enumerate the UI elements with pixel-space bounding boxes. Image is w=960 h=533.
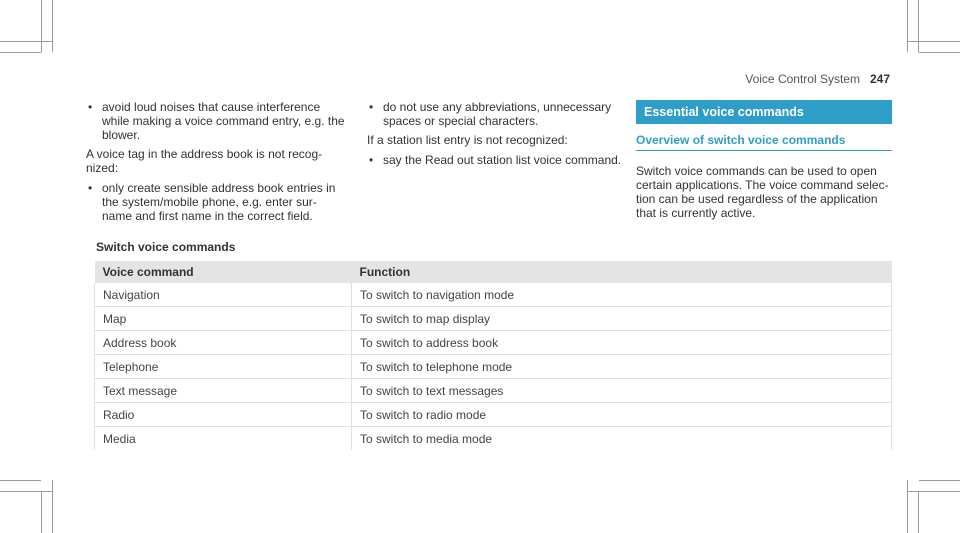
crop-mark: [0, 491, 52, 492]
page-number: 247: [869, 72, 890, 86]
function-cell: To switch to map display: [352, 307, 892, 331]
crop-mark: [41, 0, 42, 52]
crop-mark: [41, 491, 42, 533]
crop-mark: [919, 52, 960, 53]
function-cell: To switch to text messages: [352, 379, 892, 403]
crop-mark: [0, 480, 41, 481]
crop-mark: [908, 491, 960, 492]
function-cell: To switch to address book: [352, 331, 892, 355]
table-row: [95, 331, 892, 355]
subheading: Overview of switch voice commands: [636, 133, 892, 151]
crop-mark: [907, 480, 908, 533]
column-middle: [367, 100, 623, 172]
section-title-bar: Essential voice commands: [636, 100, 892, 124]
crop-mark: [919, 480, 960, 481]
table-row: [95, 355, 892, 379]
table-row: [95, 283, 892, 307]
function-cell: To switch to media mode: [352, 427, 892, 451]
crop-mark: [0, 52, 41, 53]
crop-mark: [918, 491, 919, 533]
bullet-item: • do not use any abbreviations, unnecessary spaces or special characters.: [367, 100, 623, 128]
crop-mark: [0, 41, 52, 42]
column-left: [86, 100, 348, 228]
command-cell: Address book: [95, 331, 352, 355]
running-header: [745, 72, 890, 86]
command-cell: Telephone: [95, 355, 352, 379]
command-cell: Media: [95, 427, 352, 451]
table-row: [95, 307, 892, 331]
voice-commands-table: [94, 261, 892, 450]
column-right: [636, 100, 892, 226]
function-cell: To switch to radio mode: [352, 403, 892, 427]
table-row: [95, 379, 892, 403]
crop-mark: [908, 41, 960, 42]
table-row: [95, 427, 892, 451]
table-row: [95, 403, 892, 427]
paragraph: If a station list entry is not recognized:: [367, 133, 568, 147]
bullet-item: • avoid loud noises that cause interference while making a voice command entry, e.g. the blower.: [86, 100, 348, 142]
column-header: Function: [352, 261, 892, 283]
bullet-item: • only create sensible address book entries in the system/mobile phone, e.g. enter sur- name and first name in the correct field.: [86, 181, 348, 223]
command-cell: Text message: [95, 379, 352, 403]
function-cell: To switch to telephone mode: [352, 355, 892, 379]
command-cell: Navigation: [95, 283, 352, 307]
crop-mark: [918, 0, 919, 52]
header-section-title: Voice Control System: [745, 72, 860, 86]
column-header: Voice command: [95, 261, 352, 283]
bullet-item: • say the Read out station list voice command.: [367, 153, 623, 167]
table-title: Switch voice commands: [96, 240, 236, 254]
crop-mark: [52, 480, 53, 533]
paragraph: Switch voice commands can be used to open certain applications. The voice command selec- tion can be used regardless of the application that is currently active.: [636, 164, 889, 220]
command-cell: Map: [95, 307, 352, 331]
table-header-row: [95, 261, 892, 283]
command-cell: Radio: [95, 403, 352, 427]
crop-mark: [907, 0, 908, 52]
paragraph: A voice tag in the address book is not recog- nized:: [86, 147, 323, 175]
function-cell: To switch to navigation mode: [352, 283, 892, 307]
crop-mark: [52, 0, 53, 52]
